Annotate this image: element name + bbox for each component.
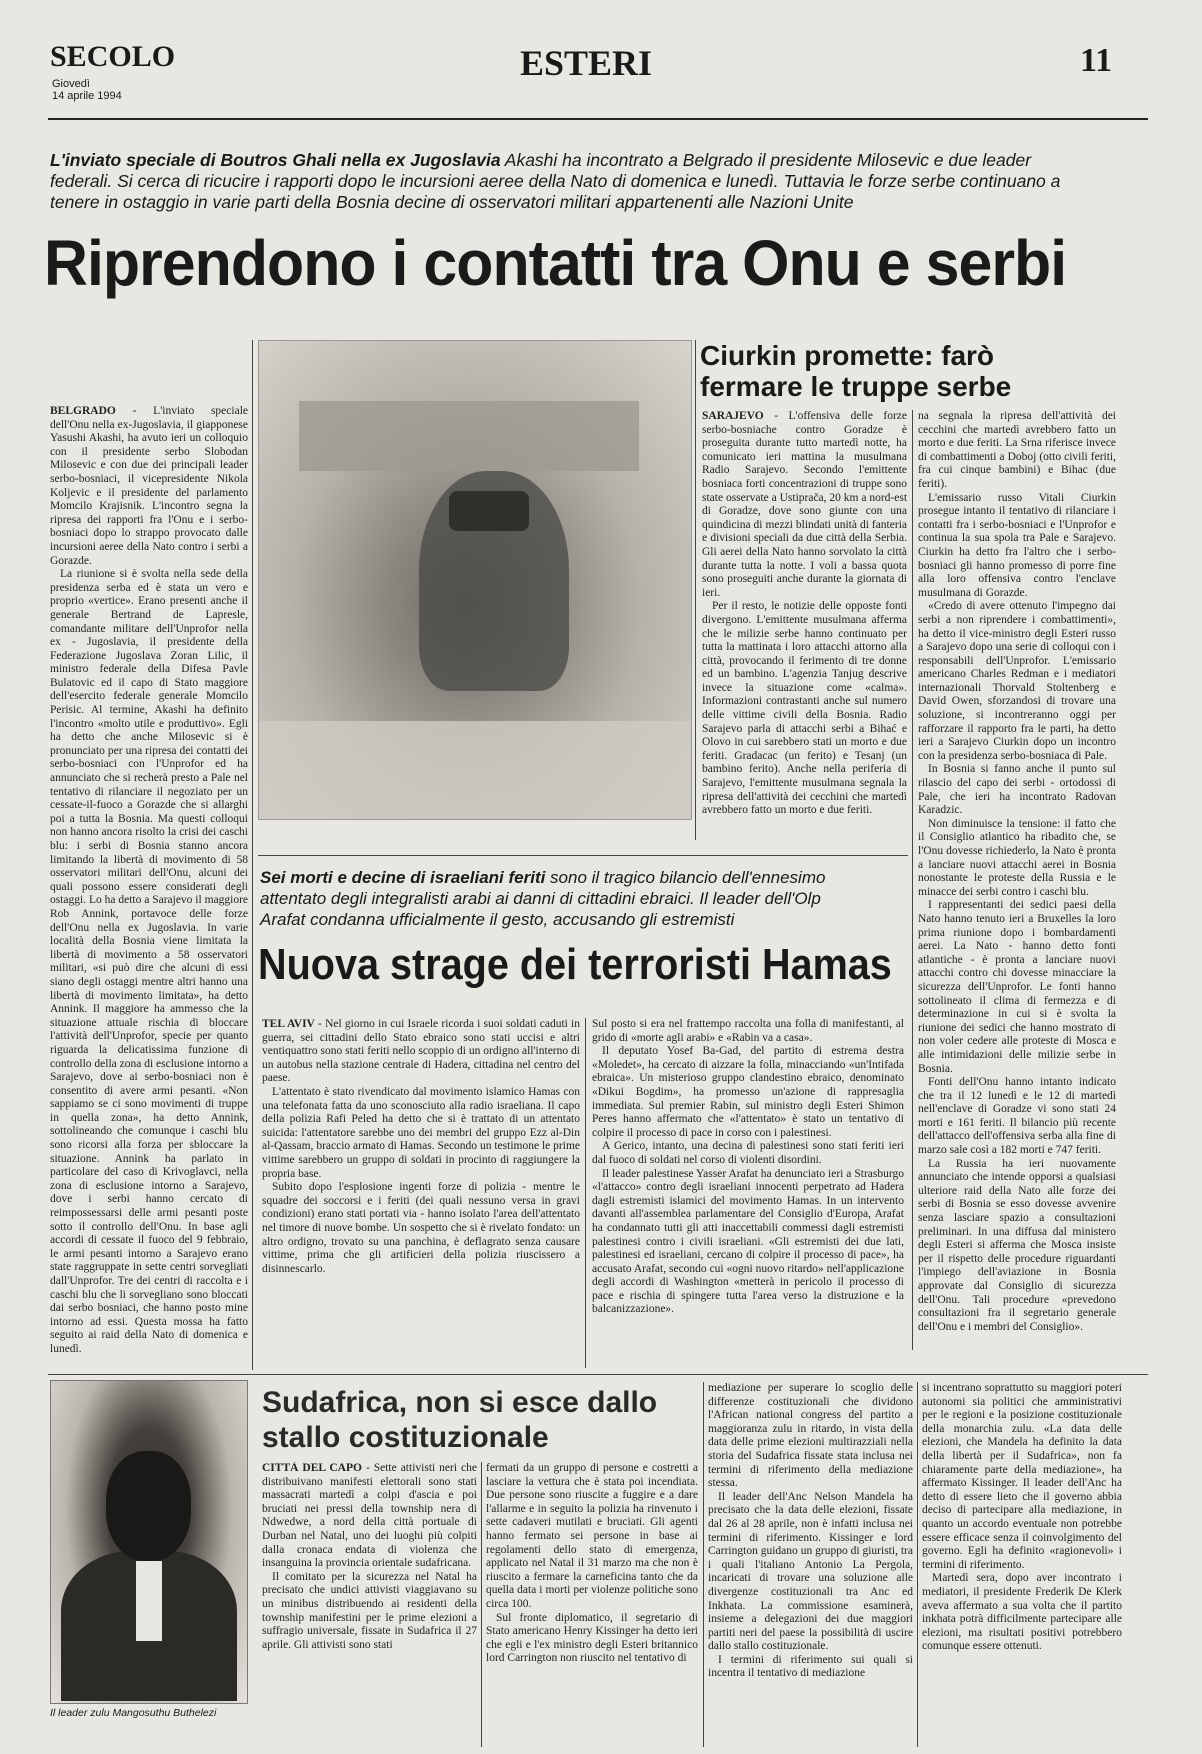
page-number: 11 (1080, 42, 1113, 79)
lead-deck-bold: L'inviato speciale di Boutros Ghali nella ex Jugoslavia (50, 150, 501, 170)
header-divider (48, 118, 1148, 120)
photo-caption: Il leader zulu Mangosuthu Buthelezi (50, 1707, 217, 1719)
hamas-dateline: TEL AVIV (262, 1018, 315, 1030)
column-divider (917, 1382, 918, 1747)
sudafrica-column-3: mediazione per superare lo scoglio delle differenze costituzionali che dividono l'African national congress del partito a maggioranza zulu in ritardo, in vista della data delle prime elezioni multirazziali nella storia del Sudafrica fissate stata inclusa nei termini di riferimento della mediazione stessa. Il leader dell'Anc Nelson Mandela ha precisato che la data delle elezioni, fissate dal 26 al 28 aprile, non è infatti inclusa nei termini di riferimento. Kissinger e lord Carrington guidano un gruppo di giuristi, tra i quali l'italiano Antonio La Pergola, incaricati di trovare una soluzione alle divergenze costituzionali tra Anc ed Inkhata. La commissione esaminerà, insieme a delegazioni dei due maggiori partiti neri del paese la possibilità di uscire dallo stallo costituzionale. I termini di riferimento sui quali si incentra il tentativo di mediazione (708, 1382, 913, 1680)
column-divider (703, 1382, 704, 1747)
issue-weekday: Giovedì (52, 78, 90, 90)
lead-dateline: BELGRADO (50, 405, 116, 417)
ciurkin-column-1: SARAJEVO - L'offensiva delle forze serbo-bosniache contro Goradze è proseguita durante tutto martedì notte, ha comunicato ieri mattina la musulmana Radio Sarajevo. Secondo l'emittente bosniaca forti concentrazioni di truppe sono state osservate a Ustiprača, 20 km a nord-est di Goradze, dove sono giunte con una quindicina di mezzi blindati unità di fanteria e divisioni speciali da due città della Serbia. Gli aerei della Nato hanno sorvolato la città durante tutta la notte. I voli a bassa quota sono proseguiti anche durante la giornata di ieri. Per il resto, le notizie delle opposte fonti divergono. L'emittente musulmana afferma che le milizie serbe hanno continuato per tutta la mattinata i loro attacchi attorno alla città, provocando il ferimento di tre donne ed un bambino. L'agenzia Tanjug descrive invece la situazione come «calma». Informazioni contrastanti anche sul numero delle vittime civili della Bosnia. Radio Sarajevo parla di attacchi serbi a Bihać e Olovo in cui sarebbero stati un morto e due feriti. Gradacac (un ferito) e Tesanj (un bambino ferito). Anche nella periferia di Sarajevo, l'emittente musulmana segnala la ripresa dell'attività dei cecchini che martedì avrebbero fatto un morto e due feriti. (702, 410, 907, 817)
section-divider (48, 1374, 1148, 1375)
sudafrica-column-1: CITTÀ DEL CAPO - Sette attivisti neri che distribuivano manifesti elettorali sono stati massacrati martedì a colpi d'ascia e poi bruciati nei pressi della township nera di Ndwedwe, a nord della città portuale di Durban nel Natal, uno dei luoghi più colpiti dalla cronaca endata di violenza che insanguina la provincia orientale sudafricana. Il comitato per la sicurezza nel Natal ha precisato che undici attivisti viaggiavano su un minibus distribuendo ai residenti della township manifestini per le prime elezioni a suffragio universale, fissate in Sudafrica il 27 aprile. Gli attivisti sono stati (262, 1462, 477, 1651)
issue-date-value: 14 aprile 1994 (52, 90, 122, 102)
hamas-column-2: Sul posto si era nel frattempo raccolta una folla di manifestanti, al grido di «morte agli arabi» e «Rabin va a casa». Il deputato Yosef Ba-Gad, del partito di estrema destra «Moledet», ha cercato di aizzare la folla, minacciando «un'Intifada ebraica». Un misterioso gruppo clandestino ebraico, denominato «Dikui Bogdim», ha promesso un'azione di rappresaglia immediata. Sul premier Rabin, sul ministro degli Esteri Shimon Peres hanno affermato che «l'attentato» è stato un tentativo di colpire il processo di pace in corso con i palestinesi. A Gerico, intanto, una decina di palestinesi sono stati feriti ieri dal fuoco di soldati nel corso di violenti disordini. Il leader palestinese Yasser Arafat ha denunciato ieri a Strasburgo «l'attacco» contro degli israeliani innocenti perpetrato ad Hadera dagli estremisti islamici del movimento Hamas. In un intervento davanti all'assemblea parlamentare del Consiglio d'Europa, Arafat ha condannato tutti gli atti inaccettabili commessi dagli estremisti palestinesi contro i civili israeliani. «Gli estremisti dei due lati, palestinesi ed israeliani, cercano di colpire il processo di pace», ha accusato Arafat, secondo cui «ogni nuovo ritardo» nell'applicazione degli accordi di Washington «metterà in pericolo il processo di pace e rischia di spingere tutta l'area verso la distruzione e la balcanizzazione». (592, 1018, 904, 1316)
lead-article-column (50, 405, 248, 1365)
hamas-headline: Nuova strage dei terroristi Hamas (258, 940, 892, 989)
section-title: ESTERI (520, 43, 653, 83)
lead-headline: Riprendono i contatti tra Onu e serbi (44, 227, 1067, 299)
column-divider (481, 1462, 482, 1747)
sudafrica-column-2: fermati da un gruppo di persone e costretti a lasciare la vettura che è stata poi incendiata. Due persone sono riuscite a fuggire e a dare l'allarme e in seguito la polizia ha rinvenuto i sette cadaveri mutilati e bruciati. Gli agenti hanno fermato sei persone in base ai regolamenti dello stato di emergenza, applicato nel Natal il 31 marzo ma che non è riuscito a fermare la carneficina tanto che da quella data i morti per violenze politiche sono circa 100. Sul fronte diplomatico, il segretario di Stato americano Henry Kissinger ha detto ieri che egli e l'ex ministro degli Esteri britannico lord Carrington non riuscito nel tentativo di (486, 1462, 698, 1665)
section-divider (258, 855, 908, 856)
column-divider (252, 340, 253, 1370)
ciurkin-column-2: na segnala la ripresa dell'attività dei cecchini che martedì avrebbero fatto un morto e due feriti. La Srna riferisce invece di combattimenti a Doboj (otto civili feriti, fra cui cinque bambini) e Bihac (due feriti). L'emissario russo Vitali Ciurkin prosegue intanto il tentativo di rilanciare i contatti fra i serbo-bosniaci e l'Unprofor e continua la sua spola tra Pale e Sarajevo. Ciurkin ha detto fra l'altro che i serbo-bosniaci gli hanno promesso di porre fine alla loro offensiva contro l'enclave musulmana di Gorazde. «Credo di avere ottenuto l'impegno dai serbi a non riprendere i combattimenti», ha detto il vice-ministro degli Esteri russo a Sarajevo dopo una serie di colloqui con i responsabili dell'Unprofor. L'emissario americano Charles Redman e i mediatori internazionali Thorvald Stoltenberg e David Owen, sforzandosi di trovare una soluzione, si incontreranno oggi per rafforzare il rapporto fra le parti, ha detto ieri a Sarajevo Ciurkin dopo un incontro con la presidenza serbo-bosniaca di Pale. In Bosnia si fanno anche il punto sul rilascio del capo dei serbi - ortodossi di Pale, che ieri ha incontrato Radovan Karadzic. Non diminuisce la tensione: il fatto che il Consiglio atlantico ha ribadito che, se l'Onu dovesse richiederlo, la Nato è pronta a lanciare nuovi attacchi aerei in Bosnia nonostante le proteste della Russia e le minacce dei serbi contro i caschi blu. I rappresentanti dei sedici paesi della Nato hanno tenuto ieri a Bruxelles la loro prima riunione dopo i bombardamenti aerei. La Nato - hanno detto fonti atlantiche - è pronta a lanciare nuovi attacchi contro chi dovesse minacciare la sicurezza dell'Unprofor. Le fonti hanno sottolineato il clima di fermezza e di determinazione in cui si è svolta la riunione dei sedici che hanno mostrato di non voler cedere alle proteste di Mosca e alle intimidazioni delle milizie serbe in Bosnia. Fonti dell'Onu hanno intanto indicato che tra il 12 lunedì e le 12 di martedì nell'enclave di Goradze vi sono stati 24 morti e 161 feriti. Il bilancio più recente dell'attacco dell'offensiva serba alla fine di marzo sale così a 182 morti e 747 feriti. La Russia ha ieri nuovamente annunciato che intende opporsi a qualsiasi ulteriore raid della Nato alle forze dei serbi di Bosnia se esso dovesse avvenire senza lasciare spazio a consultazioni preliminari. In una diffusa dal ministero degli Esteri si afferma che Mosca insiste per il rispetto delle procedure riguardanti l'impiego dell'aviazione in Bosnia approvate dal Consiglio di sicurezza dell'Onu. Tali procedure «prevedono consultazioni fra il segretario generale dell'Onu e i membri del Consiglio». (918, 410, 1116, 1333)
ciurkin-dateline: SARAJEVO (702, 410, 764, 422)
hamas-deck-bold: Sei morti e decine di israeliani feriti (260, 868, 546, 887)
column-divider (585, 1018, 586, 1368)
sudafrica-dateline: CITTÀ DEL CAPO (262, 1462, 362, 1474)
hamas-deck (260, 867, 870, 930)
lead-deck-rest: Akashi ha incontrato a Belgrado il presidente Milosevic e due leader federali. Si cerca di ricucire i rapporti dopo le incursioni aeree della Nato di domenica e lunedì. Tuttavia le forze serbe continuano a tenere in ostaggio in varie parti della Bosnia decine di osservatori militari appartenenti alle Nazioni Unite (50, 150, 1061, 212)
column-divider (695, 340, 696, 840)
masthead-name: SECOLO (50, 40, 176, 73)
buthelezi-photo (50, 1380, 248, 1704)
sudafrica-column-4: si incentrano soprattutto su maggiori poteri autonomi sia politici che amministrativi per le regioni e la posizione costituzionale della monarchia zulu. «La data delle elezioni, che Mandela ha definito la data della libertà per il Sudafrica», non fa chiaramente parte della mediazione», ha affermato Kissinger. Il leader dell'Anc ha detto di essere lieto che il governo abbia deciso di partecipare alla mediazione, in quanto un accordo eventuale non potrebbe essere efficace senza il coinvolgimento del governo. Egli ha definito «ragionevoli» i termini di riferimento. Martedì sera, dopo aver incontrato i mediatori, il presidente Frederik De Klerk aveva affermato a sua volta che il partito inkhata potrà difficilmente partecipare alle elezioni, ma risultati positivi potrebbero comunque essere ottenuti. (922, 1382, 1122, 1653)
ciurkin-headline: Ciurkin promette: farò fermare le truppe serbe (700, 340, 1012, 402)
soldier-photo (258, 340, 692, 820)
lead-deck (50, 150, 1090, 213)
column-divider (912, 410, 913, 1350)
hamas-deck-rest: sono il tragico bilancio dell'ennesimo attentato degli integralisti arabi ai danni di cittadini ebraici. Il leader dell'Olp Arafat condanna ufficialmente il gesto, accusando gli estremisti (260, 868, 826, 929)
sudafrica-headline: Sudafrica, non si esce dallo stallo costituzionale (262, 1386, 658, 1454)
hamas-column-1: TEL AVIV - Nel giorno in cui Israele ricorda i suoi soldati caduti in guerra, sei cittadini dello Stato ebraico sono stati uccisi e altri ventiquattro sono stati feriti nello scoppio di un ordigno all'interno di un autobus nella stazione centrale di Hadera, cittadina nel centro del paese. L'attentato è stato rivendicato dal movimento islamico Hamas con una telefonata fatta da uno sconosciuto alla radio israeliana. Il capo della polizia Rafi Peled ha detto che si è trattato di un attentato suicida: l'attentatore sarebbe uno dei membri del gruppo Ezz al-Din al-Qassam, braccio armato di Hamas. Secondo un testimone le prime vittime sarebbero un gruppo di soldati in procinto di raggiungere la propria base. Subito dopo l'esplosione ingenti forze di polizia - mentre le squadre dei soccorsi e i feriti (dei quali nessuno versa in gravi condizioni) erano stati portati via - hanno isolato l'area dell'attentato nel timore di nuove bombe. Un sospetto che si è rivelato fondato: un altro ordigno, trovato su una panchina, è deflagrato senza causare vittime, prima che gli artificieri della polizia riuscissero a disinnescarlo. (262, 1018, 580, 1275)
lead-paragraph: BELGRADO - L'inviato speciale dell'Onu nella ex-Jugoslavia, il giapponese Yasushi Akashi, ha avuto ieri un colloquio con il presidente serbo Slobodan Milosevic e con due dei principali leader serbo-bosniaci, il vicepresidente Nikola Koljevic e il presidente del parlamento Momcilo Krajisnik. L'incontro segna la ripresa dei rapporti fra l'Onu e i serbo-bosniaci dopo lo strappo provocato dalle incursioni aeree della Nato contro i serbi a Gorazde. (50, 405, 248, 567)
lead-paragraph: La riunione si è svolta nella sede della presidenza serba ed è stata un vero e proprio «vertice». Erano presenti anche il generale Bertrand de Lapresle, comandante militare dell'Unprofor nella ex - Jugoslavia, il presidente della Federazione Jugoslava Zoran Lilic, il ministro federale della Difesa Pavle Bulatovic ed il capo di Stato maggiore dell'esercito federale generale Momcilo Perisic. Al termine, Akashi ha definito l'incontro «molto utile e produttivo». Egli ha detto che anche Milosevic si è pronunciato per una ripresa dei contatti dei serbo-bosniaci con l'Unprofor ed ha annunciato che si recherà presto a Pale nel tentativo di rilanciare il negoziato per un cessate-il-fuoco a Gorazde che si allarghi poi a tutta la Bosnia. Ma questi colloqui non hanno ancora risolto la crisi dei caschi blu: i serbi di Bosnia stanno ancora limitando la libertà di movimento di 58 osservatori militari dell'Onu, alcuni dei quali possono essere considerati degli ostaggi. Lo ha detto a Sarajevo il maggiore Rob Annink, portavoce delle forze dell'Onu nella ex Jugoslavia. In varie località della Bosnia viene limitata la libertà di movimento a 58 osservatori militari, «si può dire che alcuni di essi siano degli ostaggi mentre altri hanno una libertà di movimento limitata», ha detto Annink. Il maggiore ha ammesso che la situazione attuale rischia di bloccare l'attività dell'Unprofor, specie per quanto riguarda la delicatissima funzione di controllo della zona di esclusione intorno a Sarajevo, dove ai serbo-bosniaci non è consentito di avere armi pesanti. «Non sappiamo se ci sono movimenti di truppe in quella zona», ha detto Annink, sottolineando che comunque i caschi blu sono ricorsi alla forza per sbloccare la situazione. Annink ha parlato in particolare del caso di Krivoglavci, nella zona di esclusione intorno a Sarajevo, dove i serbi hanno cercato di reimpossessarsi delle armi pesanti poste sotto il controllo dell'Onu. In base agli accordi di cessate il fuoco del 9 febbraio, le armi pesanti intorno a Sarajevo erano state raggruppate in sette centri sorvegliati dall'Unprofor. Tre dei centri di raccolta e i caschi blu che li sorvegliano sono bloccati dai serbo bosniaci, che hanno posto mine intorno ad essi. Questa mossa ha fatto seguito ai raid della Nato di domenica e lunedì. (50, 568, 248, 1355)
issue-date (52, 78, 122, 102)
